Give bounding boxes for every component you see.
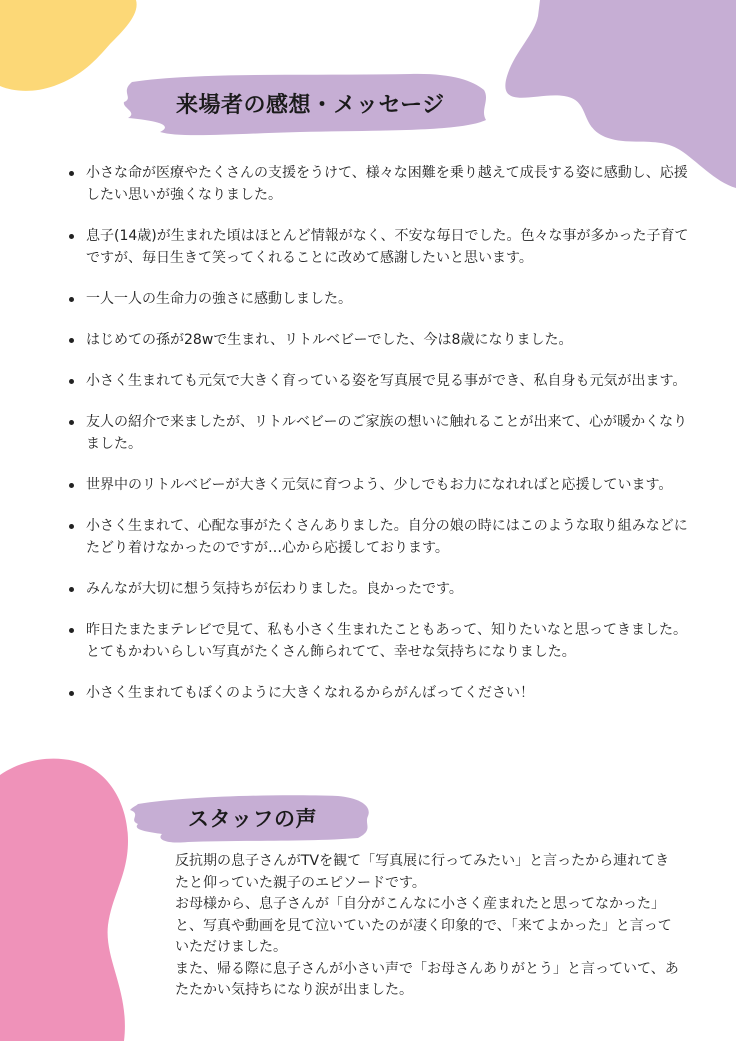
- messages-list: [62, 162, 698, 723]
- list-item: 息子(14歳)が生まれた頃はほとんど情報がなく、不安な毎日でした。色々な事が多かった子育てですが、毎日生きて笑ってくれることに改めて感謝したいと思います。: [86, 225, 698, 269]
- messages-heading: 来場者の感想・メッセージ: [176, 93, 445, 118]
- list-item: 小さく生まれてもぼくのように大きくなれるからがんばってください！: [86, 682, 698, 704]
- staff-paragraph: お母様から、息子さんが「自分がこんなに小さく産まれたと思ってなかった」と、写真や動画を見て泣いていたのが凄く印象的で、「来てよかった」と言っていただけました。: [175, 896, 672, 955]
- list-item: 小さく生まれても元気で大きく育っている姿を写真展で見る事ができ、私自身も元気が出ます。: [86, 370, 698, 392]
- list-item: 友人の紹介で来ましたが、リトルベビーのご家族の想いに触れることが出来て、心が暖かくなりました。: [86, 411, 698, 455]
- list-item: みんなが大切に想う気持ちが伝わりました。良かったです。: [86, 578, 698, 600]
- list-item: 一人一人の生命力の強さに感動しました。: [86, 288, 698, 310]
- staff-comment: [175, 851, 680, 1002]
- yellow-blob-decoration: [0, 0, 140, 96]
- list-item: 世界中のリトルベビーが大きく元気に育つよう、少しでもお力になれればと応援しています。: [86, 474, 698, 496]
- list-item: はじめての孫が28wで生まれ、リトルベビーでした、今は8歳になりました。: [86, 329, 698, 351]
- staff-heading: スタッフの声: [188, 807, 317, 831]
- staff-heading-banner: [128, 790, 376, 846]
- messages-heading-banner: [120, 68, 492, 140]
- list-item: 小さく生まれて、心配な事がたくさんありました。自分の娘の時にはこのような取り組みなどにたどり着けなかったのですが…心から応援しております。: [86, 515, 698, 559]
- staff-paragraph: また、帰る際に息子さんが小さい声で「お母さんありがとう」と言っていて、あたたかい気持ちになり涙が出ました。: [175, 960, 679, 998]
- staff-paragraph: 反抗期の息子さんがTVを観て「写真展に行ってみたい」と言ったから連れてきたと仰っていた親子のエピソードです。: [175, 853, 670, 891]
- list-item: 小さな命が医療やたくさんの支援をうけて、様々な困難を乗り越えて成長する姿に感動し、応援したい思いが強くなりました。: [86, 162, 698, 206]
- list-item: 昨日たまたまテレビで見て、私も小さく生まれたこともあって、知りたいなと思ってきました。とてもかわいらしい写真がたくさん飾られてて、幸せな気持ちになりました。: [86, 619, 698, 663]
